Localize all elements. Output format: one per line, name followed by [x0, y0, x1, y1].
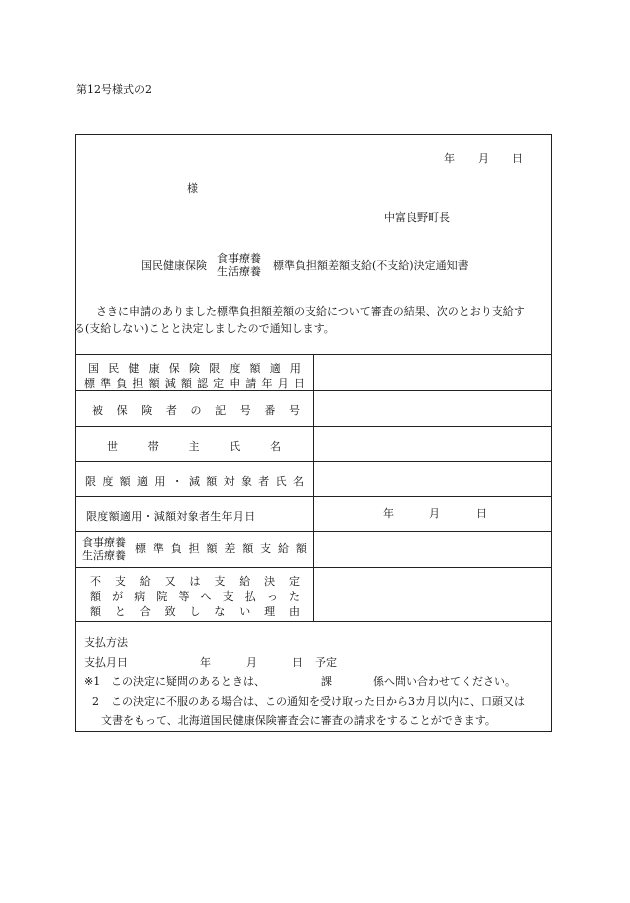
- date-month: 月: [478, 152, 489, 165]
- table-column-divider: [313, 354, 314, 621]
- label-reason-1: 不 支 給 又 は 支 給 決 定: [90, 575, 300, 588]
- payment-day: 日: [292, 656, 303, 669]
- payment-method-label: 支払方法: [84, 636, 128, 649]
- note1-mark: ※1: [84, 675, 101, 688]
- label-amount: 標 準 負 担 額 差 額 支 給 額: [135, 542, 307, 555]
- title-suffix: 標準負担額差額支給(不支給)決定通知書: [273, 259, 469, 272]
- intro-paragraph: [74, 303, 545, 337]
- table-line: [75, 621, 552, 622]
- label-target-birthdate: 限度額適用・減額対象者生年月日: [86, 510, 256, 523]
- label-householder: 世 帯 主 氏 名: [107, 440, 281, 453]
- label-reason-2: 額 が 病 院 等 へ 支 払 っ た: [90, 590, 300, 603]
- intro-line-2: る(支給しない)ことと決定しましたので通知します。: [74, 322, 335, 335]
- addressee-suffix: 様: [187, 182, 198, 195]
- payment-planned: 予定: [315, 656, 337, 669]
- form-number: 第12号様式の2: [76, 83, 152, 96]
- label-reason-3: 額 と 合 致 し な い 理 由: [90, 605, 300, 618]
- payment-year: 年: [200, 656, 211, 669]
- note2-mark: 2: [92, 695, 99, 708]
- label-target-name: 限 度 額 適 用 ・ 減 額 対 象 者 氏 名: [85, 475, 304, 488]
- title-prefix: 国民健康保険: [141, 259, 207, 272]
- note2-text: この決定に不服のある場合は、この通知を受け取った日から3カ月以内に、口頭又は: [111, 695, 525, 708]
- title-stack: [217, 252, 261, 278]
- label-application-date-1: 国 民 健 康 保 険 限 度 額 適 用: [88, 362, 301, 375]
- note1-text: この決定に疑問のあるときは、: [111, 675, 265, 688]
- birth-month: 月: [429, 507, 440, 520]
- note2-continuation: 文書をもって、北海道国民健康保険審査会に審査の請求をすることができます。: [101, 714, 496, 727]
- issuer-name: 中富良野町長: [384, 211, 450, 224]
- note1-section: 課: [321, 675, 332, 688]
- title-stack-top: 食事療養: [217, 252, 261, 265]
- note1-tail: 係へ問い合わせてください。: [373, 675, 516, 688]
- payment-month: 月: [246, 656, 257, 669]
- label-insured-number: 被 保 険 者 の 記 号 番 号: [92, 404, 300, 417]
- date-day: 日: [512, 152, 523, 165]
- amount-stack-top: 食事療養: [82, 536, 126, 549]
- payment-date-label: 支払月日: [84, 656, 128, 669]
- date-year: 年: [444, 152, 455, 165]
- intro-line-1: さきに申請のありました標準負担額差額の支給について審査の結果、次のとおり支給す: [96, 305, 525, 318]
- amount-stack-bottom: 生活療養: [82, 549, 126, 562]
- label-application-date-2: 標 準 負 担 額 減 額 認 定 申 請 年 月 日: [84, 377, 305, 390]
- birth-day: 日: [476, 507, 487, 520]
- amount-stack: [82, 536, 126, 562]
- birth-year: 年: [383, 507, 394, 520]
- title-stack-bottom: 生活療養: [217, 265, 261, 278]
